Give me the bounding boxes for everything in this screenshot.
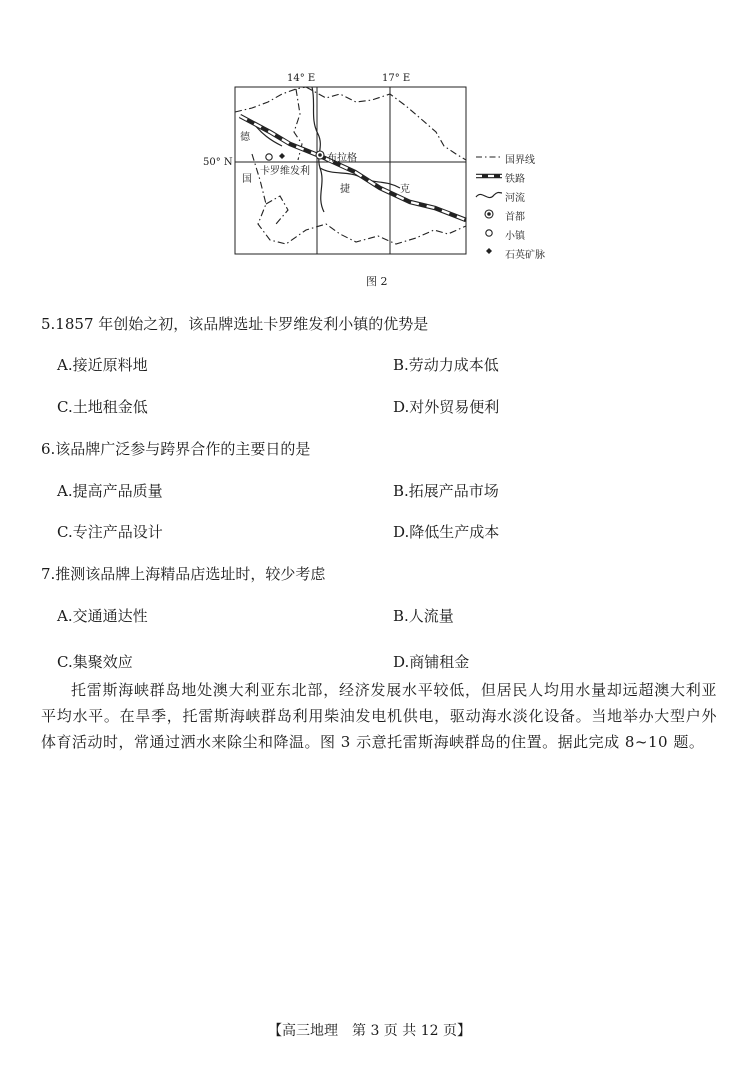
map-label-ke: 克 xyxy=(400,184,410,195)
river-icon xyxy=(476,193,502,198)
option-b: B.拓展产品市场 xyxy=(393,482,499,500)
legend-label-border: 国界线 xyxy=(505,155,535,166)
option-d: D.降低生产成本 xyxy=(393,523,500,541)
map-label-guo: 国 xyxy=(242,174,252,185)
option-c: C.土地租金低 xyxy=(57,398,148,416)
town-marker xyxy=(266,154,272,160)
map-label-capital: 布拉格 xyxy=(327,153,357,164)
option-d: D.商铺租金 xyxy=(393,653,470,671)
legend-label-town: 小镇 xyxy=(505,231,525,242)
longitude-label-14e: 14° E xyxy=(287,73,316,84)
page-footer: 【高三地理 第 3 页 共 12 页】 xyxy=(268,1023,471,1039)
legend-label-railway: 铁路 xyxy=(505,174,525,185)
option-a: A.接近原料地 xyxy=(57,356,148,374)
option-a: A.提高产品质量 xyxy=(57,482,163,500)
latitude-label-50n: 50° N xyxy=(203,157,233,168)
map-label-jie: 捷 xyxy=(340,184,350,195)
question-stem: 6.该品牌广泛参与跨界合作的主要日的是 xyxy=(41,440,311,458)
longitude-label-17e: 17° E xyxy=(382,73,411,84)
legend-label-quartz: 石英矿脉 xyxy=(505,250,545,261)
map-label-de: 德 xyxy=(240,132,250,143)
map-label-town: 卡罗维发利 xyxy=(260,166,310,177)
option-c: C.专注产品设计 xyxy=(57,523,163,541)
legend-label-river: 河流 xyxy=(505,193,525,204)
reading-passage: 托雷斯海峡群岛地处澳大利亚东北部，经济发展水平较低，但居民人均用水量却远超澳大利亚平均水平。在旱季，托雷斯海峡群岛利用柴油发电机供电，驱动海水淡化设备。当地举办大型户外体育活动时，常通过洒水来除尘和降温。图 3 示意托雷斯海峡群岛的住置。据此完成 8~10 题。 xyxy=(41,681,717,751)
question-stem: 7.推测该品牌上海精品店选址时，较少考虑 xyxy=(41,565,326,583)
option-b: B.劳动力成本低 xyxy=(393,356,499,374)
option-a: A.交通通达性 xyxy=(57,607,148,625)
town-icon xyxy=(486,230,492,236)
question-stem: 5.1857 年创始之初，该品牌选址卡罗维发利小镇的优势是 xyxy=(41,315,429,333)
option-c: C.集聚效应 xyxy=(57,653,133,671)
quartz-vein-icon xyxy=(486,248,492,254)
figure-caption: 图 2 xyxy=(366,275,388,288)
option-d: D.对外贸易便利 xyxy=(393,398,500,416)
legend-label-capital: 首都 xyxy=(505,212,525,223)
option-b: B.人流量 xyxy=(393,607,454,625)
